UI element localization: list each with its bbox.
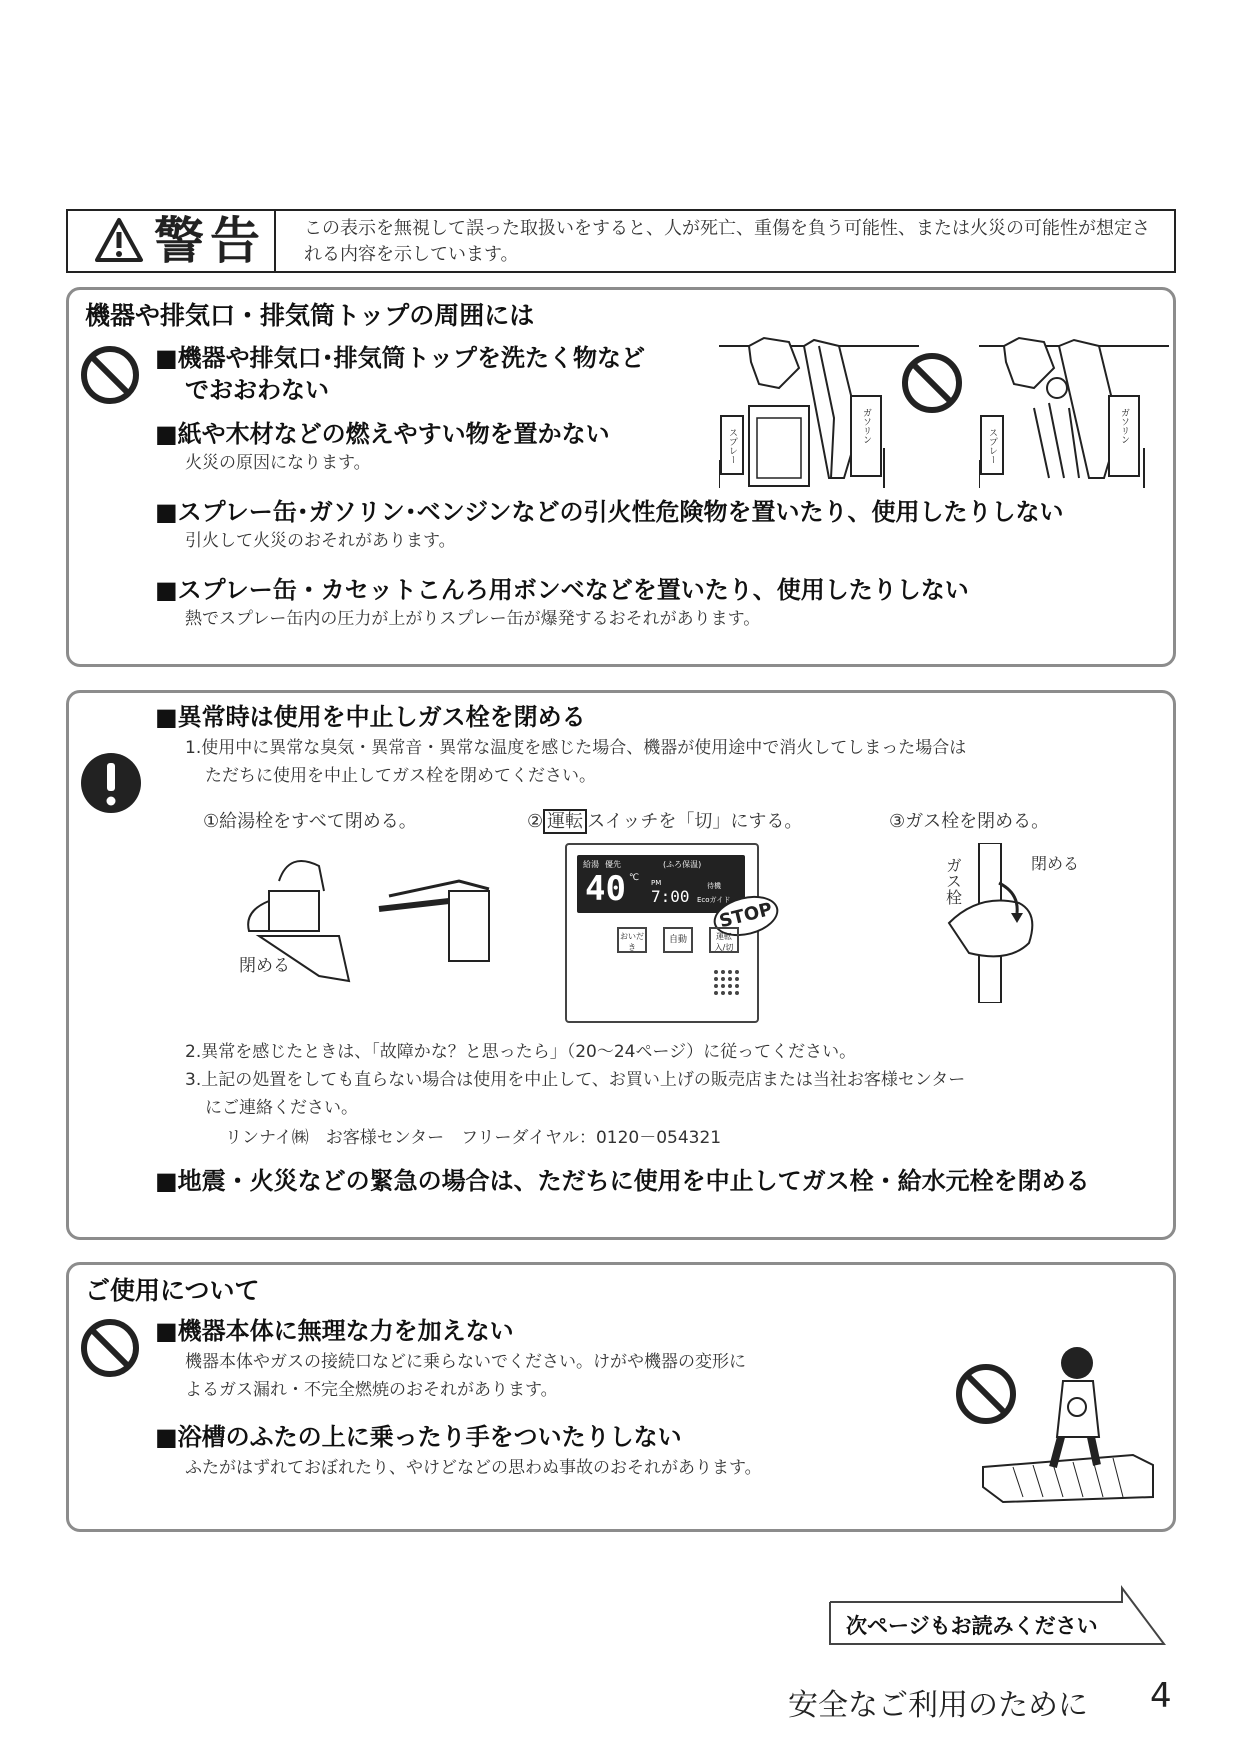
next-page-badge xyxy=(826,1584,1166,1648)
spray-can-label: スプレー xyxy=(727,428,737,464)
remote-controller xyxy=(565,843,775,1023)
gasoline-can-label: ガソリン xyxy=(861,408,871,444)
close-label: 閉める xyxy=(1031,854,1080,873)
remote-display: 給湯 優先 (ふろ保温) 40 ℃ PM 7:00 待機 Ecoガイド xyxy=(577,855,745,913)
item-head: ■紙や木材などの燃えやすい物を置かない xyxy=(155,420,610,448)
power-button[interactable]: 運転入/切 xyxy=(709,927,739,953)
reheat-button[interactable]: おいだき xyxy=(617,927,647,953)
section-title: 機器や排気口・排気筒トップの周囲には xyxy=(85,301,535,330)
mandatory-action-icon xyxy=(79,751,143,815)
warning-description: この表示を無視して誤った取扱いをすると、人が死亡、重傷を負う可能性、または火災の可能性が想定される内容を示しています。 xyxy=(304,218,1150,265)
time-readout: 7:00 xyxy=(651,887,690,906)
gas-valve-illustration xyxy=(939,843,1099,1003)
warning-triangle-icon xyxy=(94,217,144,263)
faucet-illustration xyxy=(229,841,549,1011)
step-1-cont: ただちに使用を中止してガス栓を閉めてください。 xyxy=(205,766,596,786)
item-body: 熱でスプレー缶内の圧力が上がりスプレー缶が爆発するおそれがあります。 xyxy=(185,609,761,629)
contact-info: リンナイ㈱ お客様センター フリーダイヤル：0120－054321 xyxy=(225,1128,722,1148)
laundry-illustration xyxy=(719,328,919,488)
warning-title: 警告 xyxy=(154,212,266,270)
substep-1: ①給湯栓をすべて閉める。 xyxy=(203,811,417,832)
section-surroundings xyxy=(66,287,1176,667)
warning-label xyxy=(68,211,276,271)
auto-button[interactable]: 自動 xyxy=(663,927,693,953)
step-1: 1.使用中に異常な臭気・異常音・異常な温度を感じた場合、機器が使用途中で消火してしまった場合は xyxy=(185,738,967,758)
item-head: ■地震・火災などの緊急の場合は、ただちに使用を中止してガス栓・給水元栓を閉める xyxy=(155,1167,1090,1195)
step-2: 2.異常を感じたときは、「故障かな？と思ったら」（20～24ページ）に従ってください。 xyxy=(185,1042,857,1062)
section-title: ご使用について xyxy=(85,1276,260,1305)
section-emergency xyxy=(66,690,1176,1240)
item-head: ■機器や排気口･排気筒トップを洗たく物など xyxy=(155,344,645,372)
stop-badge: STOP xyxy=(709,890,782,943)
prohibited-icon xyxy=(899,350,965,416)
item-head: ■機器本体に無理な力を加えない xyxy=(155,1317,514,1345)
warning-header xyxy=(66,209,1176,273)
prohibited-icon xyxy=(79,1317,141,1379)
operation-key-label: 運転 xyxy=(543,809,587,834)
item-body: 引火して火災のおそれがあります。 xyxy=(185,531,456,551)
temperature-readout: 40 xyxy=(585,869,626,909)
item-head: でおおわない xyxy=(185,376,329,404)
item-head: ■異常時は使用を中止しガス栓を閉める xyxy=(155,703,586,731)
substep-2: ② 運転 スイッチを「切」にする。 xyxy=(527,811,803,832)
speaker-grille-icon xyxy=(713,969,739,995)
substep-3: ③ガス栓を閉める。 xyxy=(889,811,1050,832)
item-body: 機器本体やガスの接続口などに乗らないでください。けがや機器の変形に xyxy=(185,1352,746,1372)
spray-can-label: スプレー xyxy=(987,428,997,464)
prohibited-icon xyxy=(79,344,141,406)
clutter-illustration xyxy=(979,328,1169,488)
next-page-text: 次ページもお読みください xyxy=(846,1614,1098,1638)
item-body: 火災の原因になります。 xyxy=(185,453,371,473)
item-head: ■スプレー缶・カセットこんろ用ボンベなどを置いたり、使用したりしない xyxy=(155,576,969,604)
step-3: 3.上記の処置をしても直らない場合は使用を中止して、お買い上げの販売店または当社お客様センター xyxy=(185,1070,966,1090)
section-usage xyxy=(66,1262,1176,1532)
item-head: ■スプレー缶･ガソリン･ベンジンなどの引火性危険物を置いたり、使用したりしない xyxy=(155,498,1064,526)
item-head: ■浴槽のふたの上に乗ったり手をついたりしない xyxy=(155,1423,682,1451)
footer-section-title: 安全なご利用のために xyxy=(788,1688,1088,1723)
step-3-cont: にご連絡ください。 xyxy=(205,1098,358,1118)
gas-valve-label: ガス栓 xyxy=(943,857,963,905)
gasoline-can-label: ガソリン xyxy=(1119,408,1129,444)
close-label: 閉める xyxy=(239,956,290,976)
item-body: ふたがはずれておぼれたり、やけどなどの思わぬ事故のおそれがあります。 xyxy=(185,1458,762,1478)
page-number: 4 xyxy=(1150,1676,1172,1716)
item-body: よるガス漏れ・不完全燃焼のおそれがあります。 xyxy=(185,1380,558,1400)
child-on-bath-cover-illustration xyxy=(973,1337,1173,1505)
